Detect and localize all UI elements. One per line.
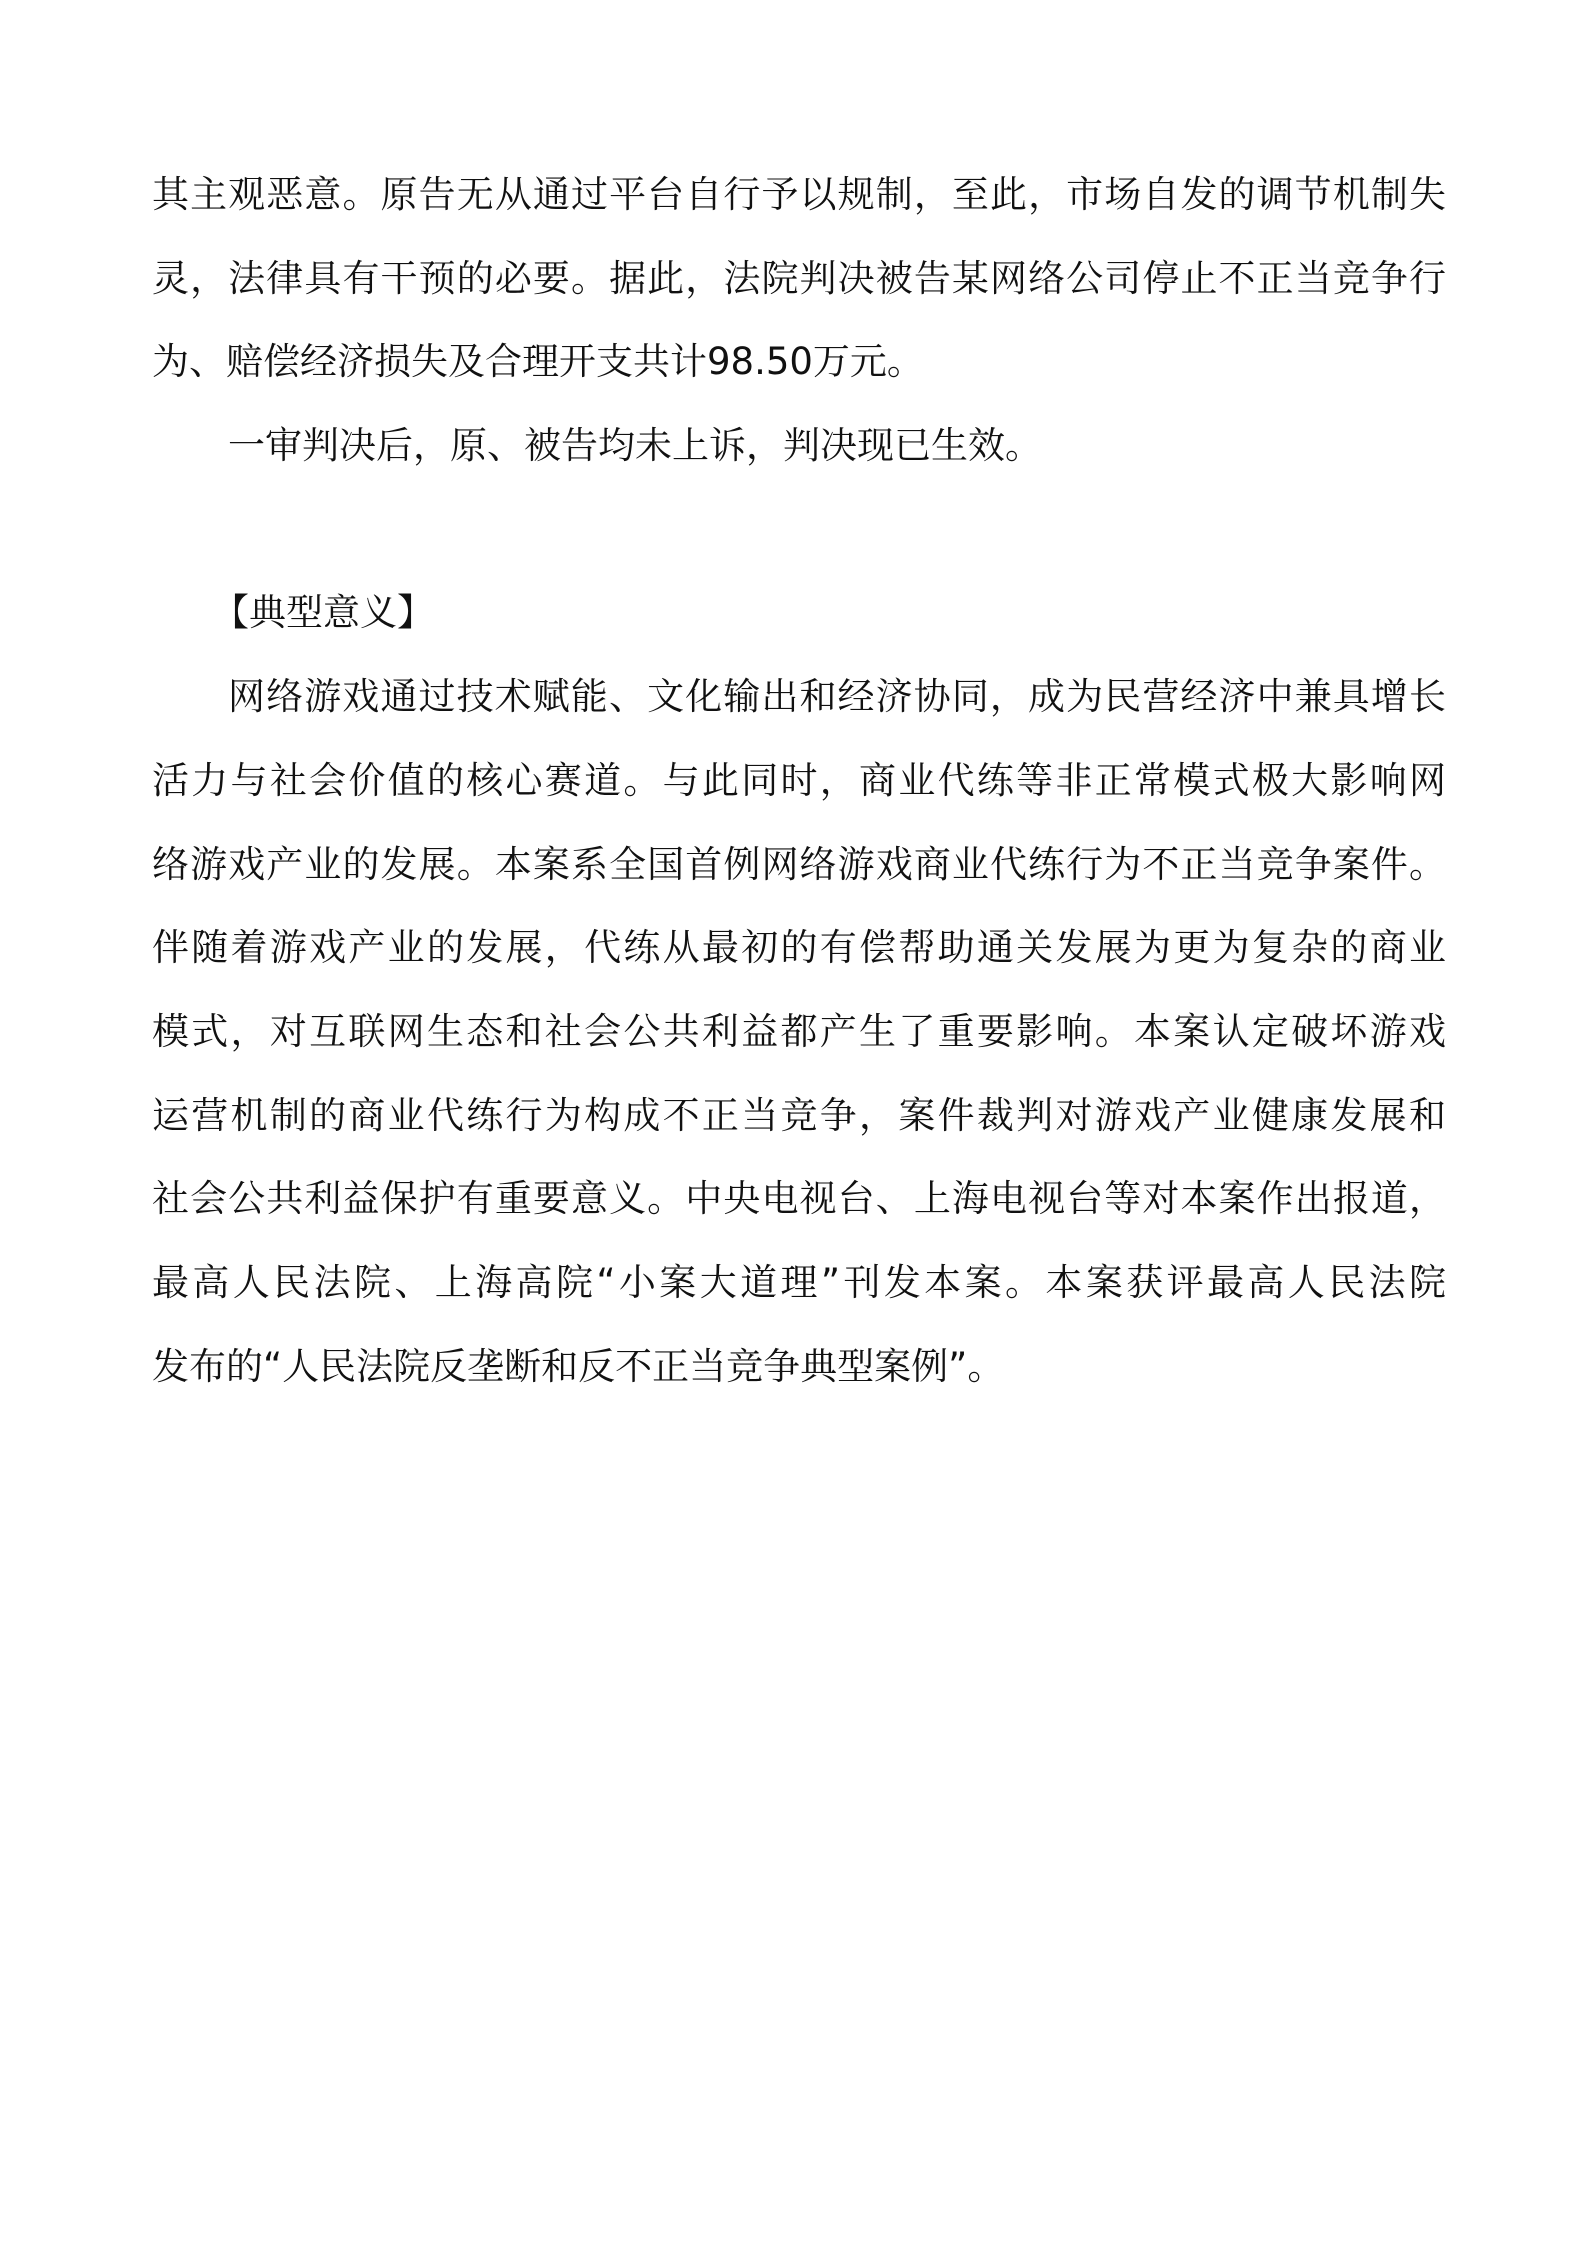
text-line: 发布的“人民法院反垄断和反不正当竞争典型案例”。 — [152, 1344, 1005, 1388]
text-line: 其主观恶意。原告无从通过平台自行予以规制，至此，市场自发的调节机制失 — [152, 173, 1446, 216]
text-line: 为、赔偿经济损失及合理开支共计98.50万元。 — [152, 340, 924, 384]
text-line: 社会公共利益保护有重要意义。中央电视台、上海电视台等对本案作出报道， — [152, 1177, 1446, 1221]
document-body — [152, 153, 1446, 1408]
section-heading: 【典型意义】 — [212, 591, 434, 635]
paragraph-effect — [152, 404, 1446, 488]
text-line: 运营机制的商业代练行为构成不正当竞争，案件裁判对游戏产业健康发展和 — [152, 1093, 1446, 1137]
text-line: 最高人民法院、上海高院“小案大道理”刊发本案。本案获评最高人民法院 — [152, 1260, 1446, 1304]
text-line: 网络游戏通过技术赋能、文化输出和经济协同，成为民营经济中兼具增长 — [228, 675, 1446, 719]
paragraph-case-result — [152, 153, 1446, 404]
text-line: 络游戏产业的发展。本案系全国首例网络游戏商业代练行为不正当竞争案件。 — [152, 842, 1446, 886]
paragraph-significance — [152, 655, 1446, 1408]
text-line: 一审判决后，原、被告均未上诉，判决现已生效。 — [228, 424, 1042, 468]
blank-line — [152, 488, 1446, 572]
text-line: 模式，对互联网生态和社会公共利益都产生了重要影响。本案认定破坏游戏 — [152, 1009, 1446, 1053]
text-line: 活力与社会价值的核心赛道。与此同时，商业代练等非正常模式极大影响网 — [152, 758, 1446, 802]
text-line: 灵，法律具有干预的必要。据此，法院判决被告某网络公司停止不正当竞争行 — [152, 256, 1446, 300]
text-line: 伴随着游戏产业的发展，代练从最初的有偿帮助通关发展为更为复杂的商业 — [152, 926, 1446, 970]
